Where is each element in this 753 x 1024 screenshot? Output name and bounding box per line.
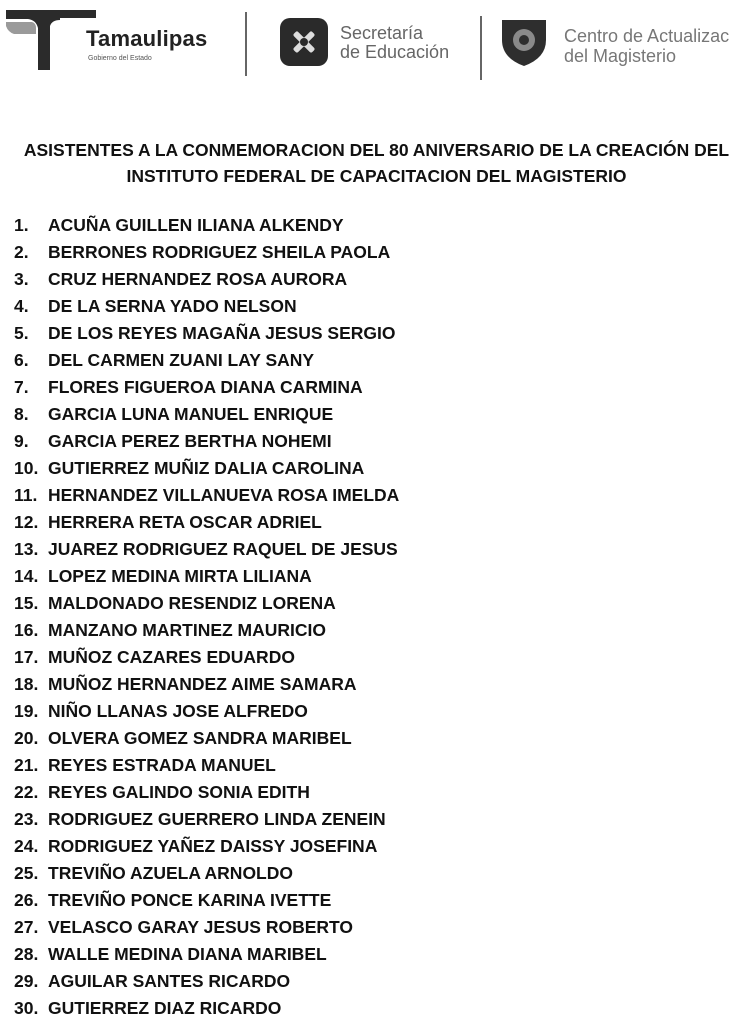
secretaria-line2: de Educación [340, 42, 450, 62]
attendee-name: GUTIERREZ DIAZ RICARDO [48, 998, 282, 1018]
attendee-row [14, 698, 399, 725]
attendee-row [14, 482, 399, 509]
attendee-row [14, 968, 399, 995]
centro-shield-icon [496, 16, 552, 68]
header-divider [245, 12, 247, 76]
attendee-row [14, 239, 399, 266]
attendee-number: 2. [14, 242, 29, 262]
attendee-number: 16. [14, 620, 39, 640]
attendee-name: BERRONES RODRIGUEZ SHEILA PAOLA [48, 242, 391, 262]
attendee-number: 6. [14, 350, 29, 370]
attendee-list [14, 212, 399, 1022]
attendee-name: REYES ESTRADA MANUEL [48, 755, 276, 775]
attendee-name: REYES GALINDO SONIA EDITH [48, 782, 310, 802]
secretaria-line1: Secretaría [340, 23, 424, 43]
attendee-row [14, 860, 399, 887]
secretaria-logo-icon [280, 18, 328, 66]
attendee-number: 27. [14, 917, 39, 937]
attendee-row [14, 293, 399, 320]
attendee-row [14, 644, 399, 671]
attendee-number: 21. [14, 755, 39, 775]
attendee-name: RODRIGUEZ GUERRERO LINDA ZENEIN [48, 809, 386, 829]
attendee-row [14, 617, 399, 644]
attendee-row [14, 212, 399, 239]
attendee-number: 7. [14, 377, 29, 397]
attendee-name: MUÑOZ CAZARES EDUARDO [48, 647, 295, 667]
attendee-number: 26. [14, 890, 39, 910]
attendee-name: GUTIERREZ MUÑIZ DALIA CAROLINA [48, 458, 365, 478]
attendee-number: 1. [14, 215, 29, 235]
attendee-number: 15. [14, 593, 39, 613]
tamaulipas-subtitle: Gobierno del Estado [88, 55, 152, 62]
attendee-number: 23. [14, 809, 39, 829]
attendee-name: RODRIGUEZ YAÑEZ DAISSY JOSEFINA [48, 836, 378, 856]
attendee-row [14, 590, 399, 617]
attendee-row [14, 779, 399, 806]
attendee-name: MANZANO MARTINEZ MAURICIO [48, 620, 327, 640]
attendee-name: OLVERA GOMEZ SANDRA MARIBEL [48, 728, 352, 748]
attendee-number: 9. [14, 431, 29, 451]
attendee-name: DE LOS REYES MAGAÑA JESUS SERGIO [48, 323, 396, 343]
attendee-name: MUÑOZ HERNANDEZ AIME SAMARA [48, 674, 357, 694]
attendee-name: DEL CARMEN ZUANI LAY SANY [48, 350, 315, 370]
attendee-row [14, 266, 399, 293]
attendee-row [14, 536, 399, 563]
attendee-name: CRUZ HERNANDEZ ROSA AURORA [48, 269, 348, 289]
attendee-number: 4. [14, 296, 29, 316]
attendee-name: HERRERA RETA OSCAR ADRIEL [48, 512, 322, 532]
attendee-name: ACUÑA GUILLEN ILIANA ALKENDY [48, 215, 344, 235]
header-divider [480, 16, 482, 80]
attendee-row [14, 806, 399, 833]
attendee-row [14, 833, 399, 860]
attendee-name: WALLE MEDINA DIANA MARIBEL [48, 944, 327, 964]
secretaria-label [340, 24, 449, 62]
attendee-row [14, 941, 399, 968]
attendee-name: MALDONADO RESENDIZ LORENA [48, 593, 336, 613]
attendee-number: 13. [14, 539, 39, 559]
attendee-row [14, 455, 399, 482]
tamaulipas-name: Tamaulipas [86, 26, 208, 51]
attendee-number: 17. [14, 647, 39, 667]
attendee-row [14, 428, 399, 455]
attendee-name: GARCIA LUNA MANUEL ENRIQUE [48, 404, 334, 424]
attendee-row [14, 401, 399, 428]
attendee-row [14, 995, 399, 1022]
centro-label [564, 26, 729, 66]
attendee-row [14, 320, 399, 347]
document-title: ASISTENTES A LA CONMEMORACION DEL 80 ANIVERSARIO DE LA CREACIÓN DEL INSTITUTO FEDERAL DE CAPACITACION DEL MAGISTERIO [23, 140, 730, 186]
attendee-row [14, 914, 399, 941]
attendee-number: 14. [14, 566, 39, 586]
attendee-number: 19. [14, 701, 39, 721]
attendee-name: DE LA SERNA YADO NELSON [48, 296, 297, 316]
attendee-row [14, 347, 399, 374]
attendee-number: 8. [14, 404, 29, 424]
attendee-name: HERNANDEZ VILLANUEVA ROSA IMELDA [48, 485, 400, 505]
attendee-number: 12. [14, 512, 39, 532]
attendee-row [14, 725, 399, 752]
attendee-number: 11. [14, 485, 38, 505]
attendee-name: FLORES FIGUEROA DIANA CARMINA [48, 377, 363, 397]
attendee-row [14, 509, 399, 536]
centro-line1: Centro de Actualizac [564, 26, 730, 46]
attendee-number: 25. [14, 863, 39, 883]
attendee-number: 24. [14, 836, 39, 856]
attendee-row [14, 752, 399, 779]
attendee-number: 18. [14, 674, 39, 694]
attendee-row [14, 563, 399, 590]
attendee-number: 3. [14, 269, 29, 289]
attendee-name: VELASCO GARAY JESUS ROBERTO [48, 917, 354, 937]
letterhead [0, 0, 753, 90]
attendee-name: NIÑO LLANAS JOSE ALFREDO [48, 701, 308, 721]
attendee-name: TREVIÑO PONCE KARINA IVETTE [48, 890, 332, 910]
attendee-name: AGUILAR SANTES RICARDO [48, 971, 291, 991]
attendee-number: 5. [14, 323, 29, 343]
attendee-row [14, 887, 399, 914]
attendee-number: 29. [14, 971, 39, 991]
attendee-number: 28. [14, 944, 39, 964]
attendee-row [14, 671, 399, 698]
attendee-name: TREVIÑO AZUELA ARNOLDO [48, 863, 293, 883]
attendee-name: LOPEZ MEDINA MIRTA LILIANA [48, 566, 312, 586]
attendee-row [14, 374, 399, 401]
centro-line2: del Magisterio [564, 46, 677, 66]
attendee-name: JUAREZ RODRIGUEZ RAQUEL DE JESUS [48, 539, 398, 559]
attendee-number: 20. [14, 728, 39, 748]
attendee-number: 10. [14, 458, 39, 478]
attendee-name: GARCIA PEREZ BERTHA NOHEMI [48, 431, 332, 451]
attendee-number: 22. [14, 782, 39, 802]
attendee-number: 30. [14, 998, 39, 1018]
